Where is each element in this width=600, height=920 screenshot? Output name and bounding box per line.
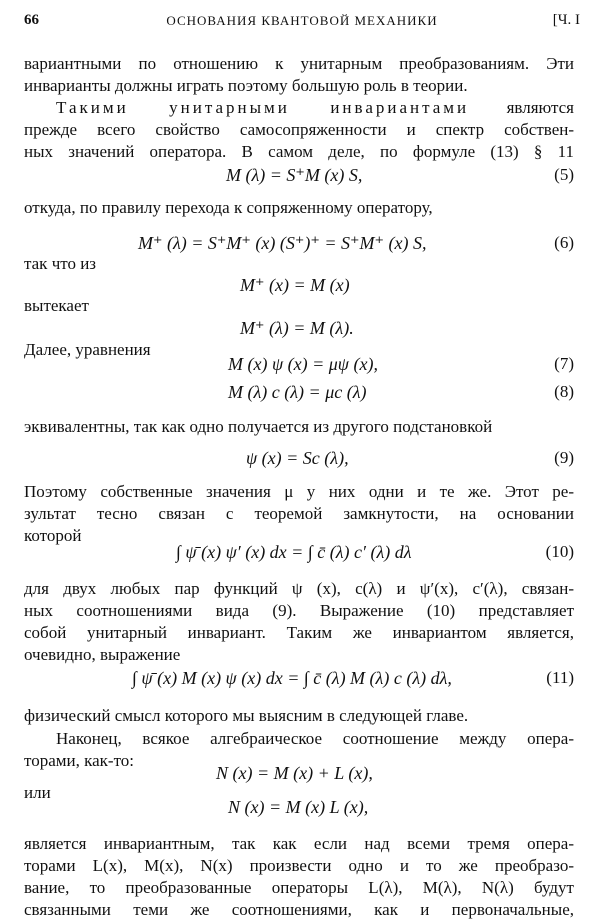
equation-6: M⁺ (λ) = S⁺M⁺ (x) (S⁺)⁺ = S⁺M⁺ (x) S,: [138, 233, 427, 253]
equation-b: M⁺ (λ) = M (λ).: [240, 318, 354, 338]
text-line: собой унитарный инвариант. Таким же инвариантом является,: [24, 623, 574, 642]
text-line: [56, 97, 574, 118]
text-line: Далее, уравнения: [24, 340, 151, 359]
equation-number: (8): [554, 382, 574, 401]
equation-11: ∫ ψ̄ (x) M (x) ψ (x) dx = ∫ c̄ (λ) M (λ) c (λ) dλ,: [132, 668, 452, 688]
text-line: инварианты должны играть поэтому большую роль в теории.: [24, 76, 468, 95]
text-line: ных соотношениями вида (9). Выражение (10) представляет: [24, 601, 574, 620]
text-fragment: являются: [469, 98, 575, 117]
text-line: зультат тесно связан с теоремой замкнутости, на основании: [24, 504, 574, 523]
text-line: вание, то преобразованные операторы L(λ), M(λ), N(λ) будут: [24, 878, 574, 897]
equation-d: N (x) = M (x) L (x),: [228, 797, 369, 817]
equation-8: M (λ) c (λ) = μc (λ): [228, 382, 367, 402]
text-line: Поэтому собственные значения μ у них одни и те же. Этот ре-: [24, 482, 574, 501]
equation-number: (5): [554, 165, 574, 184]
page-number: 66: [24, 12, 39, 28]
equation-number: (11): [546, 668, 574, 687]
equation-number: (9): [554, 448, 574, 467]
running-title: ОСНОВАНИЯ КВАНТОВОЙ МЕХАНИКИ: [166, 13, 438, 28]
text-line: является инвариантным, так как если над всеми тремя опера-: [24, 834, 574, 853]
equation-number: (7): [554, 354, 574, 373]
equation-5: M (λ) = S⁺M (x) S,: [226, 165, 363, 185]
text-line: связанными теми же соотношениями, как и первоначальные,: [24, 900, 574, 919]
text-line: прежде всего свойство самосопряженности и спектр собствен-: [24, 120, 574, 139]
text-line: откуда, по правилу перехода к сопряженному оператору,: [24, 198, 433, 217]
text-line: торами, как-то:: [24, 751, 135, 770]
text-line: вариантными по отношению к унитарным преобразованиям. Эти: [24, 54, 574, 73]
text-line: торами L(x), M(x), N(x) произвести одно и то же преобразо-: [24, 856, 574, 875]
spaced-emphasis: Такими унитарными инвариантами: [56, 98, 470, 117]
text-line: физический смысл которого мы выясним в следующей главе.: [24, 706, 469, 725]
equation-c: N (x) = M (x) + L (x),: [216, 763, 373, 783]
equation-number: (6): [554, 233, 574, 252]
equation-10: ∫ ψ̄ (x) ψ′ (x) dx = ∫ c̄ (λ) c′ (λ) dλ: [176, 542, 412, 562]
text-line: очевидно, выражение: [24, 645, 181, 664]
text-line: ных значений оператора. В самом деле, по формуле (13) § 11: [24, 142, 574, 161]
page-header: [24, 12, 580, 36]
text-line: Наконец, всякое алгебраическое соотношение между опера-: [56, 729, 574, 748]
chapter-marker: [Ч. I: [552, 12, 580, 28]
text-line: для двух любых пар функций ψ (x), c(λ) и ψ′(x), c′(λ), связан-: [24, 579, 574, 598]
text-line: вытекает: [24, 296, 89, 315]
text-line: так что из: [24, 254, 97, 273]
equation-7: M (x) ψ (x) = μψ (x),: [228, 354, 378, 374]
equation-9: ψ (x) = Sc (λ),: [246, 448, 349, 468]
text-line: которой: [24, 526, 82, 545]
text-line: эквивалентны, так как одно получается из другого подстановкой: [24, 417, 493, 436]
equation-number: (10): [545, 542, 574, 561]
equation-a: M⁺ (x) = M (x): [240, 275, 350, 295]
text-line: или: [24, 783, 51, 802]
